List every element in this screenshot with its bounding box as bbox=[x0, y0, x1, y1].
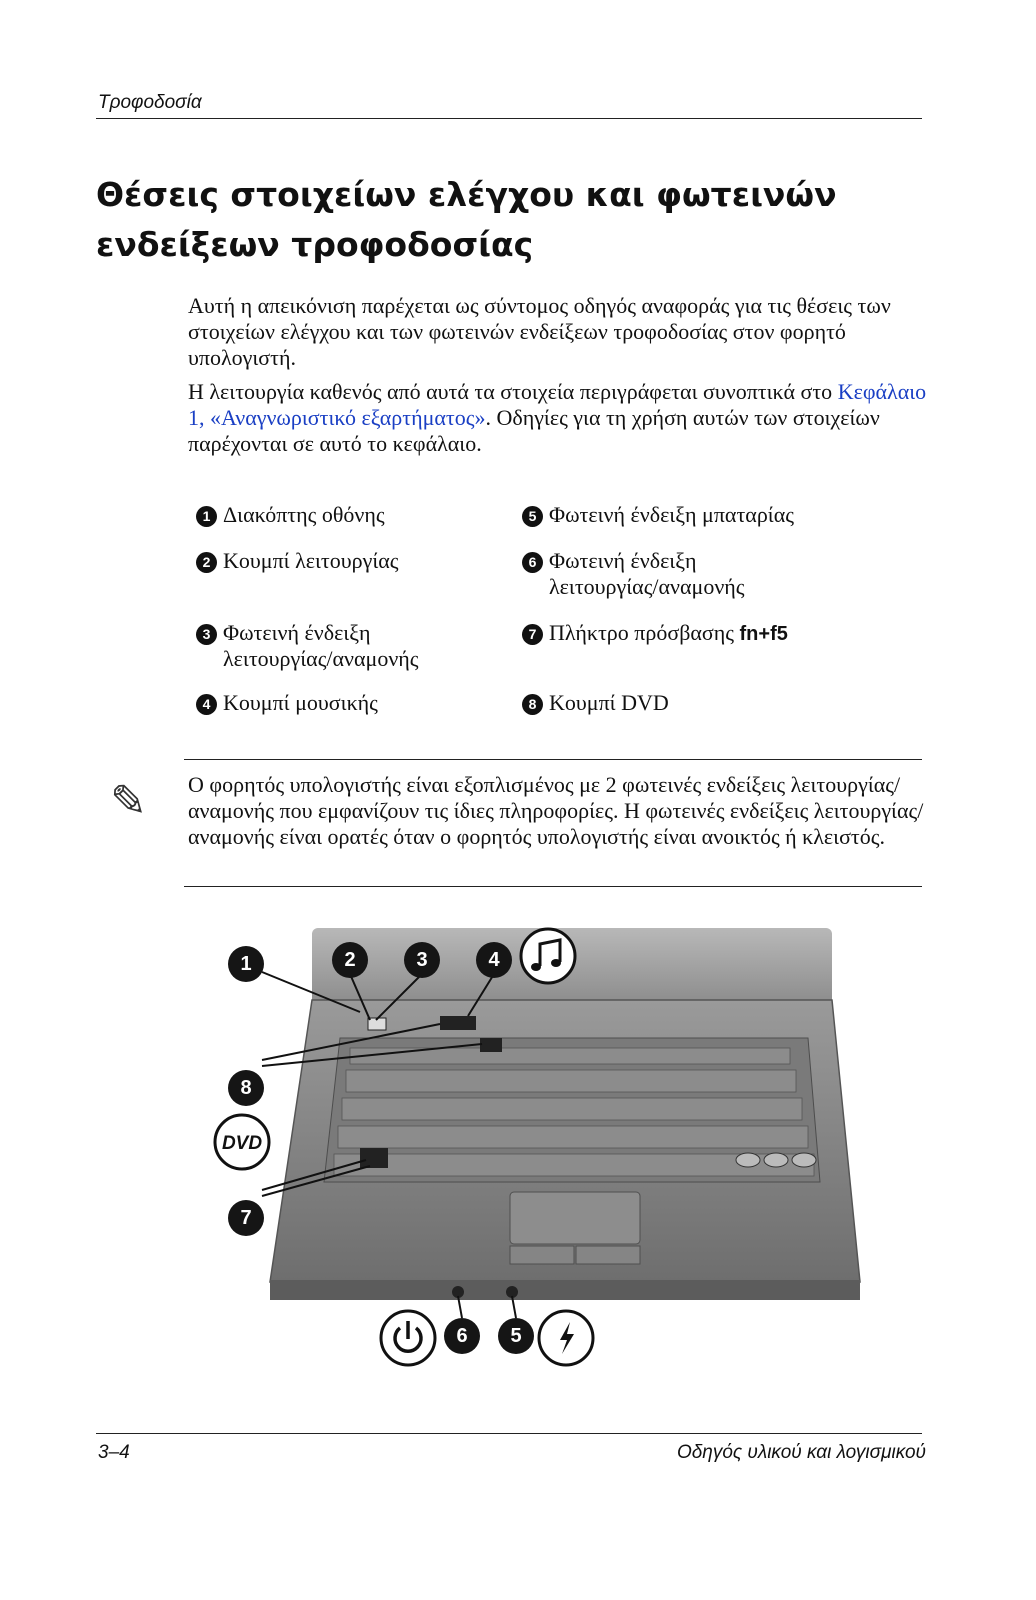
item-label-continued: λειτουργίας/αναμονής bbox=[223, 646, 419, 671]
list-item bbox=[522, 548, 922, 600]
item-number: 3 bbox=[196, 624, 217, 645]
intro-text-before-link: Η λειτουργία καθενός από αυτά τα στοιχεία περιγράφεται συνοπτικά στο bbox=[188, 379, 838, 404]
callout-7: 7 bbox=[228, 1200, 264, 1236]
callout-8: 8 bbox=[228, 1070, 264, 1106]
header-rule bbox=[96, 118, 922, 119]
item-label: Φωτεινή ένδειξη μπαταρίας bbox=[549, 502, 794, 527]
pencil-icon: ✎ bbox=[110, 776, 147, 827]
callout-4: 4 bbox=[476, 942, 512, 978]
item-number: 8 bbox=[522, 694, 543, 715]
dvd-label: DVD bbox=[221, 1133, 263, 1154]
laptop-front-edge bbox=[270, 1280, 860, 1300]
item-label: Φωτεινή ένδειξη bbox=[549, 548, 697, 573]
music-button-mark bbox=[440, 1016, 476, 1030]
list-item bbox=[522, 690, 922, 716]
list-item bbox=[196, 620, 516, 672]
note-bottom-rule bbox=[184, 886, 922, 887]
fn-key-mark bbox=[360, 1148, 388, 1168]
note-text: Ο φορητός υπολογιστής είναι εξοπλισμένος με 2 φωτεινές ενδείξεις λειτουργίας/αναμονής που εμφανίζουν τις ίδιες πληροφορίες. Η φωτεινές ενδείξεις λειτουργίας/αναμονής είναι ορατές όταν ο φορητός υπολογιστής είναι ανοικτός ή κλειστός. bbox=[188, 772, 924, 849]
footer-rule bbox=[96, 1433, 922, 1434]
running-header: Τροφοδοσία bbox=[98, 92, 202, 113]
item-number: 4 bbox=[196, 694, 217, 715]
callout-5: 5 bbox=[498, 1318, 534, 1354]
book-title: Οδηγός υλικού και λογισμικού bbox=[676, 1442, 926, 1463]
item-label: Διακόπτης οθόνης bbox=[223, 502, 385, 527]
touchpad-left-button bbox=[510, 1246, 574, 1264]
dvd-button-mark bbox=[480, 1038, 502, 1052]
chapter-link[interactable]: Κεφάλαιο 1, «Αναγνωριστικό εξαρτήματος» bbox=[188, 379, 927, 430]
item-number: 1 bbox=[196, 506, 217, 527]
music-note-icon bbox=[518, 926, 578, 986]
list-item bbox=[196, 548, 516, 574]
item-number: 2 bbox=[196, 552, 217, 573]
touchpad bbox=[510, 1192, 640, 1244]
list-item bbox=[196, 502, 516, 528]
callout-1: 1 bbox=[228, 946, 264, 982]
list-item bbox=[522, 620, 922, 647]
callout-2: 2 bbox=[332, 942, 368, 978]
item-number: 7 bbox=[522, 624, 543, 645]
list-item bbox=[196, 690, 516, 716]
item-label: Κουμπί μουσικής bbox=[223, 690, 378, 715]
intro-paragraph-1: Αυτή η απεικόνιση παρέχεται ως σύντομος οδηγός αναφοράς για τις θέσεις των στοιχείων ελέγχου και των φωτεινών ενδείξεων τροφοδοσίας στον φορητό υπολογιστή. bbox=[188, 293, 891, 370]
item-label: Φωτεινή ένδειξη bbox=[223, 620, 371, 645]
power-icon bbox=[378, 1308, 438, 1368]
callout-6: 6 bbox=[444, 1318, 480, 1354]
dvd-icon bbox=[212, 1112, 272, 1172]
media-buttons bbox=[736, 1153, 816, 1167]
item-number: 5 bbox=[522, 506, 543, 527]
item-label: Κουμπί DVD bbox=[549, 690, 669, 715]
touchpad-right-button bbox=[576, 1246, 640, 1264]
callout-3: 3 bbox=[404, 942, 440, 978]
item-label-continued: λειτουργίας/αναμονής bbox=[549, 574, 745, 599]
key-combo: fn+f5 bbox=[739, 623, 788, 645]
item-label: Πλήκτρο πρόσβασης bbox=[549, 620, 740, 645]
item-number: 6 bbox=[522, 552, 543, 573]
item-label: Κουμπί λειτουργίας bbox=[223, 548, 399, 573]
intro-paragraph-2 bbox=[188, 379, 938, 457]
page-number: 3–4 bbox=[98, 1442, 130, 1463]
intro-text-after-link: . Οδηγίες για τη χρήση αυτών των στοιχείων παρέχονται σε αυτό το κεφάλαιο. bbox=[188, 405, 880, 456]
note-top-rule bbox=[184, 759, 922, 760]
list-item bbox=[522, 502, 922, 528]
battery-bolt-icon bbox=[536, 1308, 596, 1368]
page-title: Θέσεις στοιχείων ελέγχου και φωτεινών ενδείξεων τροφοδοσίας bbox=[96, 175, 837, 264]
